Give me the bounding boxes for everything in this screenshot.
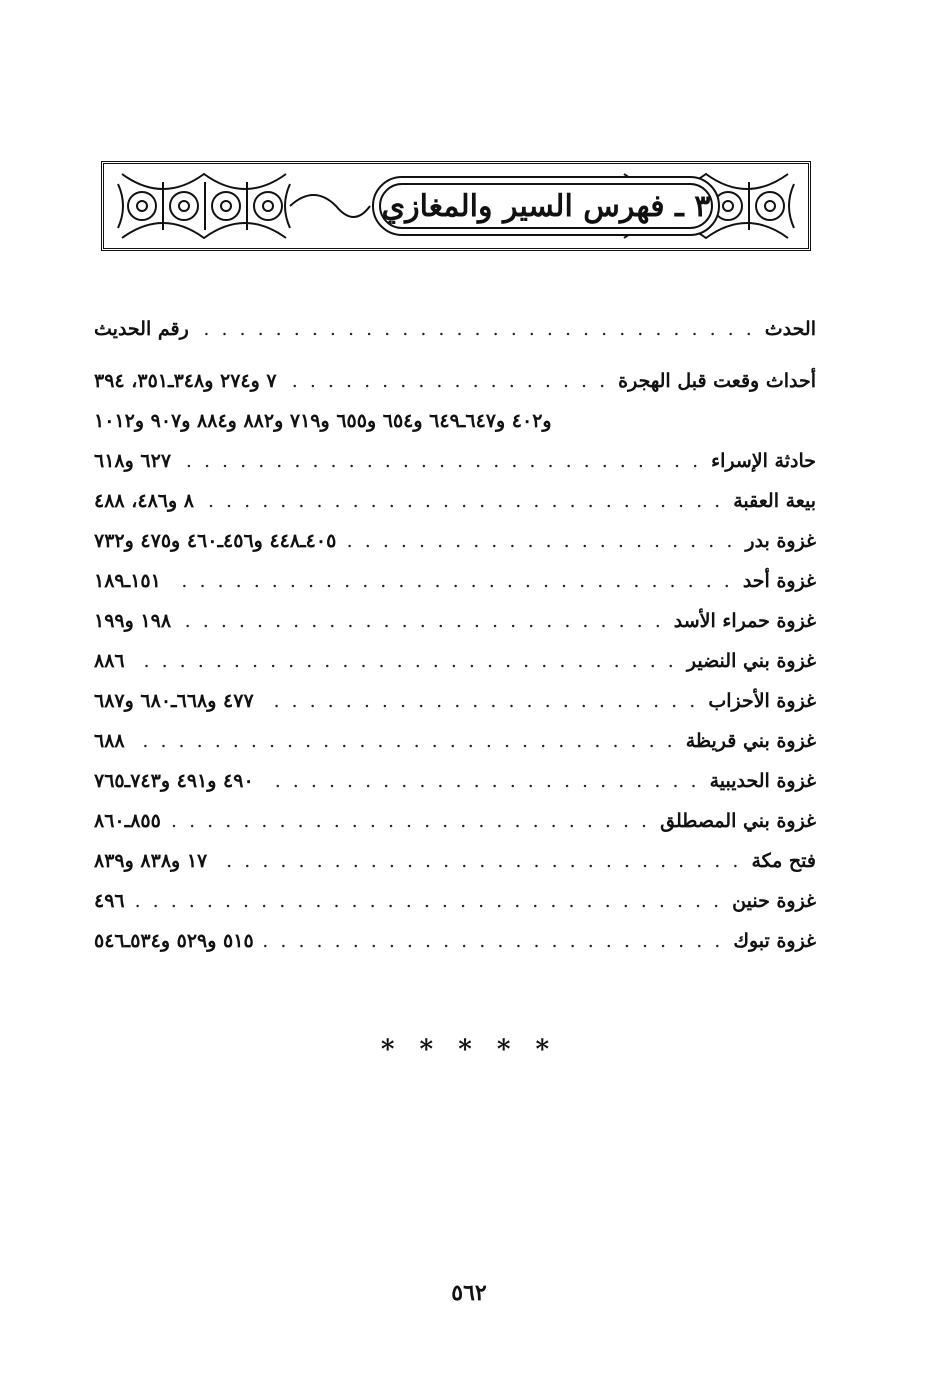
index-entry [94, 530, 816, 570]
leader-dots [204, 490, 723, 512]
leader-dots [199, 318, 755, 340]
index-entry [94, 930, 816, 970]
index-entry [94, 810, 816, 850]
entry-topic: غزوة بني النضير [686, 650, 816, 672]
section-separator: * * * * * [380, 1035, 558, 1065]
title-cartouche [372, 176, 720, 236]
leader-dots [171, 810, 650, 832]
entry-numbers: ٦٢٧ و٦١٨ [94, 450, 172, 472]
entry-topic: غزوة بني المصطلق [660, 810, 816, 832]
entry-topic: غزوة بدر [745, 530, 816, 552]
section-title: ٣ ـ فهرس السير والمغازي [381, 188, 711, 224]
index-entry [94, 770, 816, 810]
entry-numbers: ٤٠٥ـ٤٤٨ و٤٥٦ـ٤٦٠ و٤٧٥ و٧٣٢ [94, 530, 337, 552]
leader-dots [264, 770, 700, 792]
leader-dots [217, 850, 741, 872]
index-table [94, 318, 816, 970]
leader-dots [181, 610, 664, 632]
left-ornament-panel [118, 174, 290, 238]
entry-numbers: ٦٨٨ [94, 730, 125, 752]
entry-topic: فتح مكة [751, 850, 816, 872]
index-entry [94, 650, 816, 690]
leader-dots [264, 690, 699, 712]
index-entry [94, 730, 816, 770]
leader-dots [135, 730, 676, 752]
entry-numbers: ٥١٥ و٥٢٩ و٥٣٤ـ٥٤٦ [94, 930, 254, 952]
entry-topic: غزوة حنين [732, 890, 816, 912]
index-entry [94, 610, 816, 650]
entry-numbers: و٤٠٢ و٦٤٧ـ٦٤٩ و٦٥٤ و٦٥٥ و٧١٩ و٨٨٢ و٨٨٤ و٩٠٧ و١٠١٢ [94, 410, 552, 432]
entry-topic: غزوة بني قريظة [685, 730, 816, 752]
leader-dots [287, 370, 609, 392]
index-entry [94, 450, 816, 490]
leader-dots [181, 450, 701, 472]
page-number: ٥٦٢ [451, 1280, 487, 1306]
leader-dots [135, 650, 677, 672]
entry-numbers: ١٧ و٨٣٨ و٨٣٩ [94, 850, 208, 872]
entry-topic: غزوة الأحزاب [708, 690, 816, 712]
column-header-event: الحدث [764, 318, 816, 340]
entry-topic: غزوة حمراء الأسد [673, 610, 816, 632]
index-entry [94, 370, 816, 410]
column-header-hadith-number: رقم الحديث [94, 318, 189, 340]
index-entry [94, 690, 816, 730]
section-header-banner [101, 161, 811, 251]
entry-topic: بيعة العقبة [733, 490, 816, 512]
index-entry [94, 850, 816, 890]
leader-dots [135, 890, 723, 912]
entry-numbers: ٨٥٥ـ٨٦٠ [94, 810, 161, 832]
entry-numbers: ٧ و٢٧٤ و٣٤٨ـ٣٥١، ٣٩٤ [94, 370, 277, 392]
entry-topic: غزوة تبوك [733, 930, 816, 952]
leader-dots [264, 930, 724, 952]
entry-topic: حادثة الإسراء [711, 450, 816, 472]
entry-topic: غزوة أحد [742, 570, 816, 592]
entry-topic: غزوة الحديبية [709, 770, 816, 792]
index-entry [94, 490, 816, 530]
leader-dots [346, 530, 735, 552]
index-header-row [94, 318, 816, 358]
leader-dots [171, 570, 733, 592]
entry-numbers: ٤٩٠ و٤٩١ و٧٤٣ـ٧٦٥ [94, 770, 254, 792]
entry-numbers: ٨٨٦ [94, 650, 125, 672]
entry-topic: أحداث وقعت قبل الهجرة [618, 370, 816, 392]
entry-numbers: ٤٩٦ [94, 890, 125, 912]
index-entry [94, 890, 816, 930]
index-entry [94, 570, 816, 610]
entry-numbers: ٤٧٧ و٦٦٨ـ٦٨٠ و٦٨٧ [94, 690, 254, 712]
entry-numbers: ٨ و٤٨٦، ٤٨٨ [94, 490, 195, 512]
entry-numbers: ١٥١ـ١٨٩ [94, 570, 161, 592]
entry-numbers: ١٩٨ و١٩٩ [94, 610, 172, 632]
index-entry-continuation [94, 410, 816, 450]
